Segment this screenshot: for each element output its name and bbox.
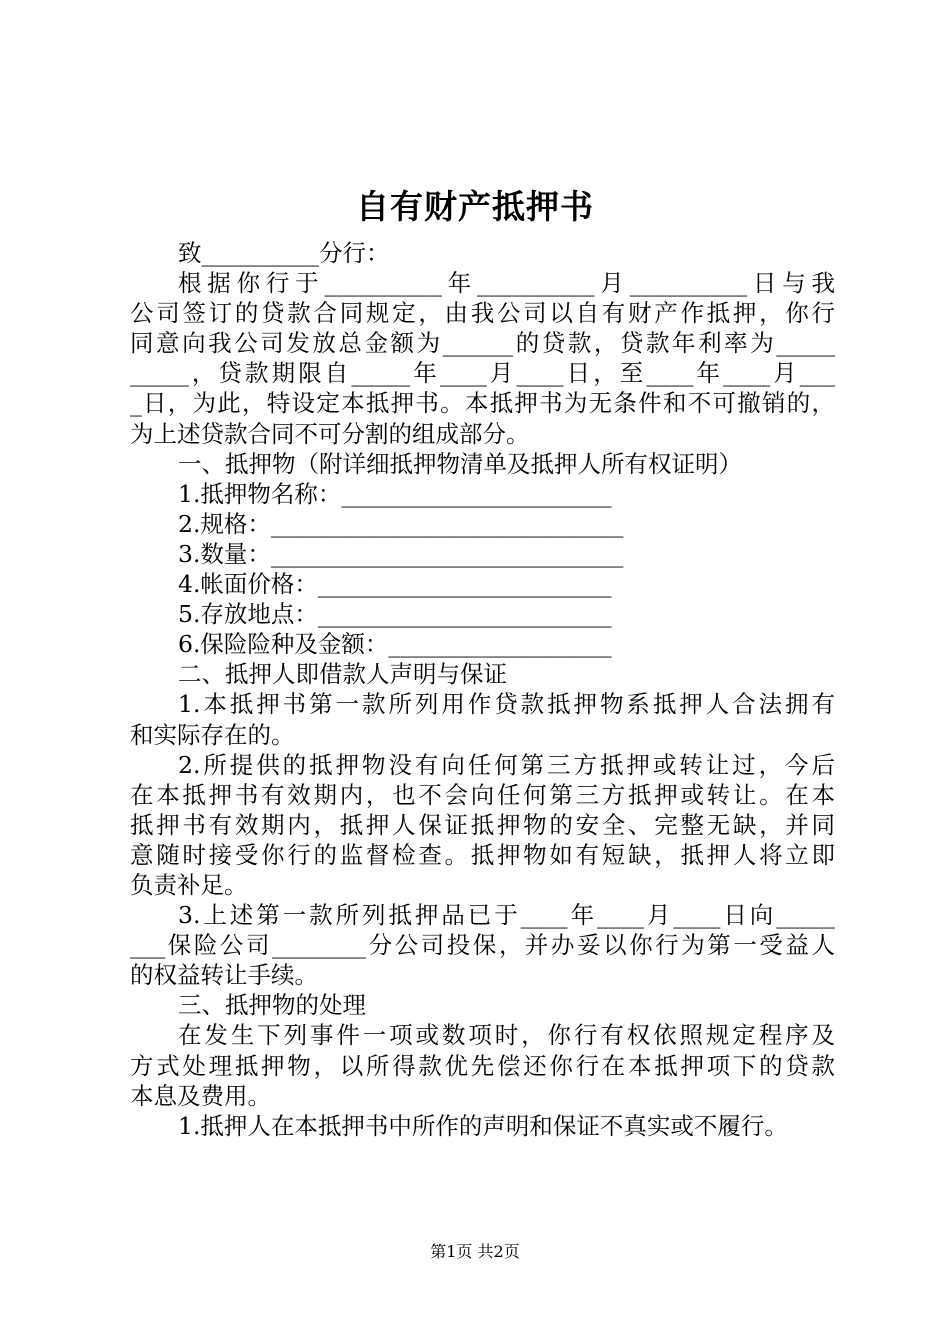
- insurance-field: 6.保险险种及金额：___________________: [178, 630, 612, 659]
- document-title: 自有财产抵押书: [356, 187, 594, 226]
- paragraph-line: 在发生下列事件一项或数项时，你行有权依照规定程序及: [178, 1021, 835, 1050]
- section-heading-3: 三、抵押物的处理: [178, 991, 366, 1020]
- paragraph-line: 抵押书有效期内，抵押人保证抵押物的安全、完整无缺，并同: [130, 810, 835, 839]
- paragraph-line: 为上述贷款合同不可分割的组成部分。: [130, 419, 530, 448]
- paragraph-line: 根据你行于__________年__________月__________日与我: [178, 269, 835, 298]
- paragraph-line: _____，贷款期限自_____年____月____日，至____年____月___: [130, 359, 835, 388]
- document-body: [130, 238, 835, 1141]
- collateral-name-field: 1.抵押物名称：_______________________: [178, 479, 612, 508]
- collateral-book-value-field: 4.帐面价格：_________________________: [178, 570, 612, 599]
- collateral-location-field: 5.存放地点：_________________________: [178, 600, 612, 629]
- salutation-line: 致__________分行：: [178, 239, 390, 267]
- paragraph-line: 方式处理抵押物，以所得款优先偿还你行在本抵押项下的贷款: [130, 1051, 835, 1080]
- paragraph-line: 1.本抵押书第一款所列用作贷款抵押物系抵押人合法拥有: [178, 690, 835, 719]
- paragraph-line: 负责补足。: [130, 870, 248, 899]
- paragraph-line: 1.抵押人在本抵押书中所作的声明和保证不真实或不履行。: [178, 1111, 788, 1140]
- paragraph-line: 意随时接受你行的监督检查。抵押物如有短缺，抵押人将立即: [130, 840, 835, 869]
- paragraph-line: 3.上述第一款所列抵押品已于____年____月____日向_____: [178, 901, 835, 930]
- collateral-quantity-field: 3.数量：______________________________: [178, 539, 624, 568]
- paragraph-line: 和实际存在的。: [130, 720, 295, 749]
- page-number-footer: 第1页 共2页: [430, 1242, 520, 1261]
- section-heading-1: 一、抵押物（附详细抵押物清单及抵押人所有权证明）: [178, 449, 742, 478]
- paragraph-line: 2.所提供的抵押物没有向任何第三方抵押或转让过，今后: [178, 750, 835, 779]
- section-heading-2: 二、抵押人即借款人声明与保证: [178, 660, 507, 689]
- paragraph-line: 的权益转让手续。: [130, 961, 318, 990]
- paragraph-line: _日，为此，特设定本抵押书。本抵押书为无条件和不可撤销的，: [130, 389, 835, 418]
- paragraph-line: 公司签订的贷款合同规定，由我公司以自有财产作抵押，你行: [130, 299, 835, 328]
- paragraph-line: 在本抵押书有效期内，也不会向任何第三方抵押或转让。在本: [130, 780, 835, 809]
- paragraph-line: ___保险公司________分公司投保，并办妥以你行为第一受益人: [130, 931, 835, 960]
- paragraph-line: 本息及费用。: [130, 1081, 271, 1110]
- paragraph-line: 同意向我公司发放总金额为______的贷款，贷款年利率为_____: [130, 329, 835, 358]
- collateral-spec-field: 2.规格：______________________________: [178, 509, 624, 538]
